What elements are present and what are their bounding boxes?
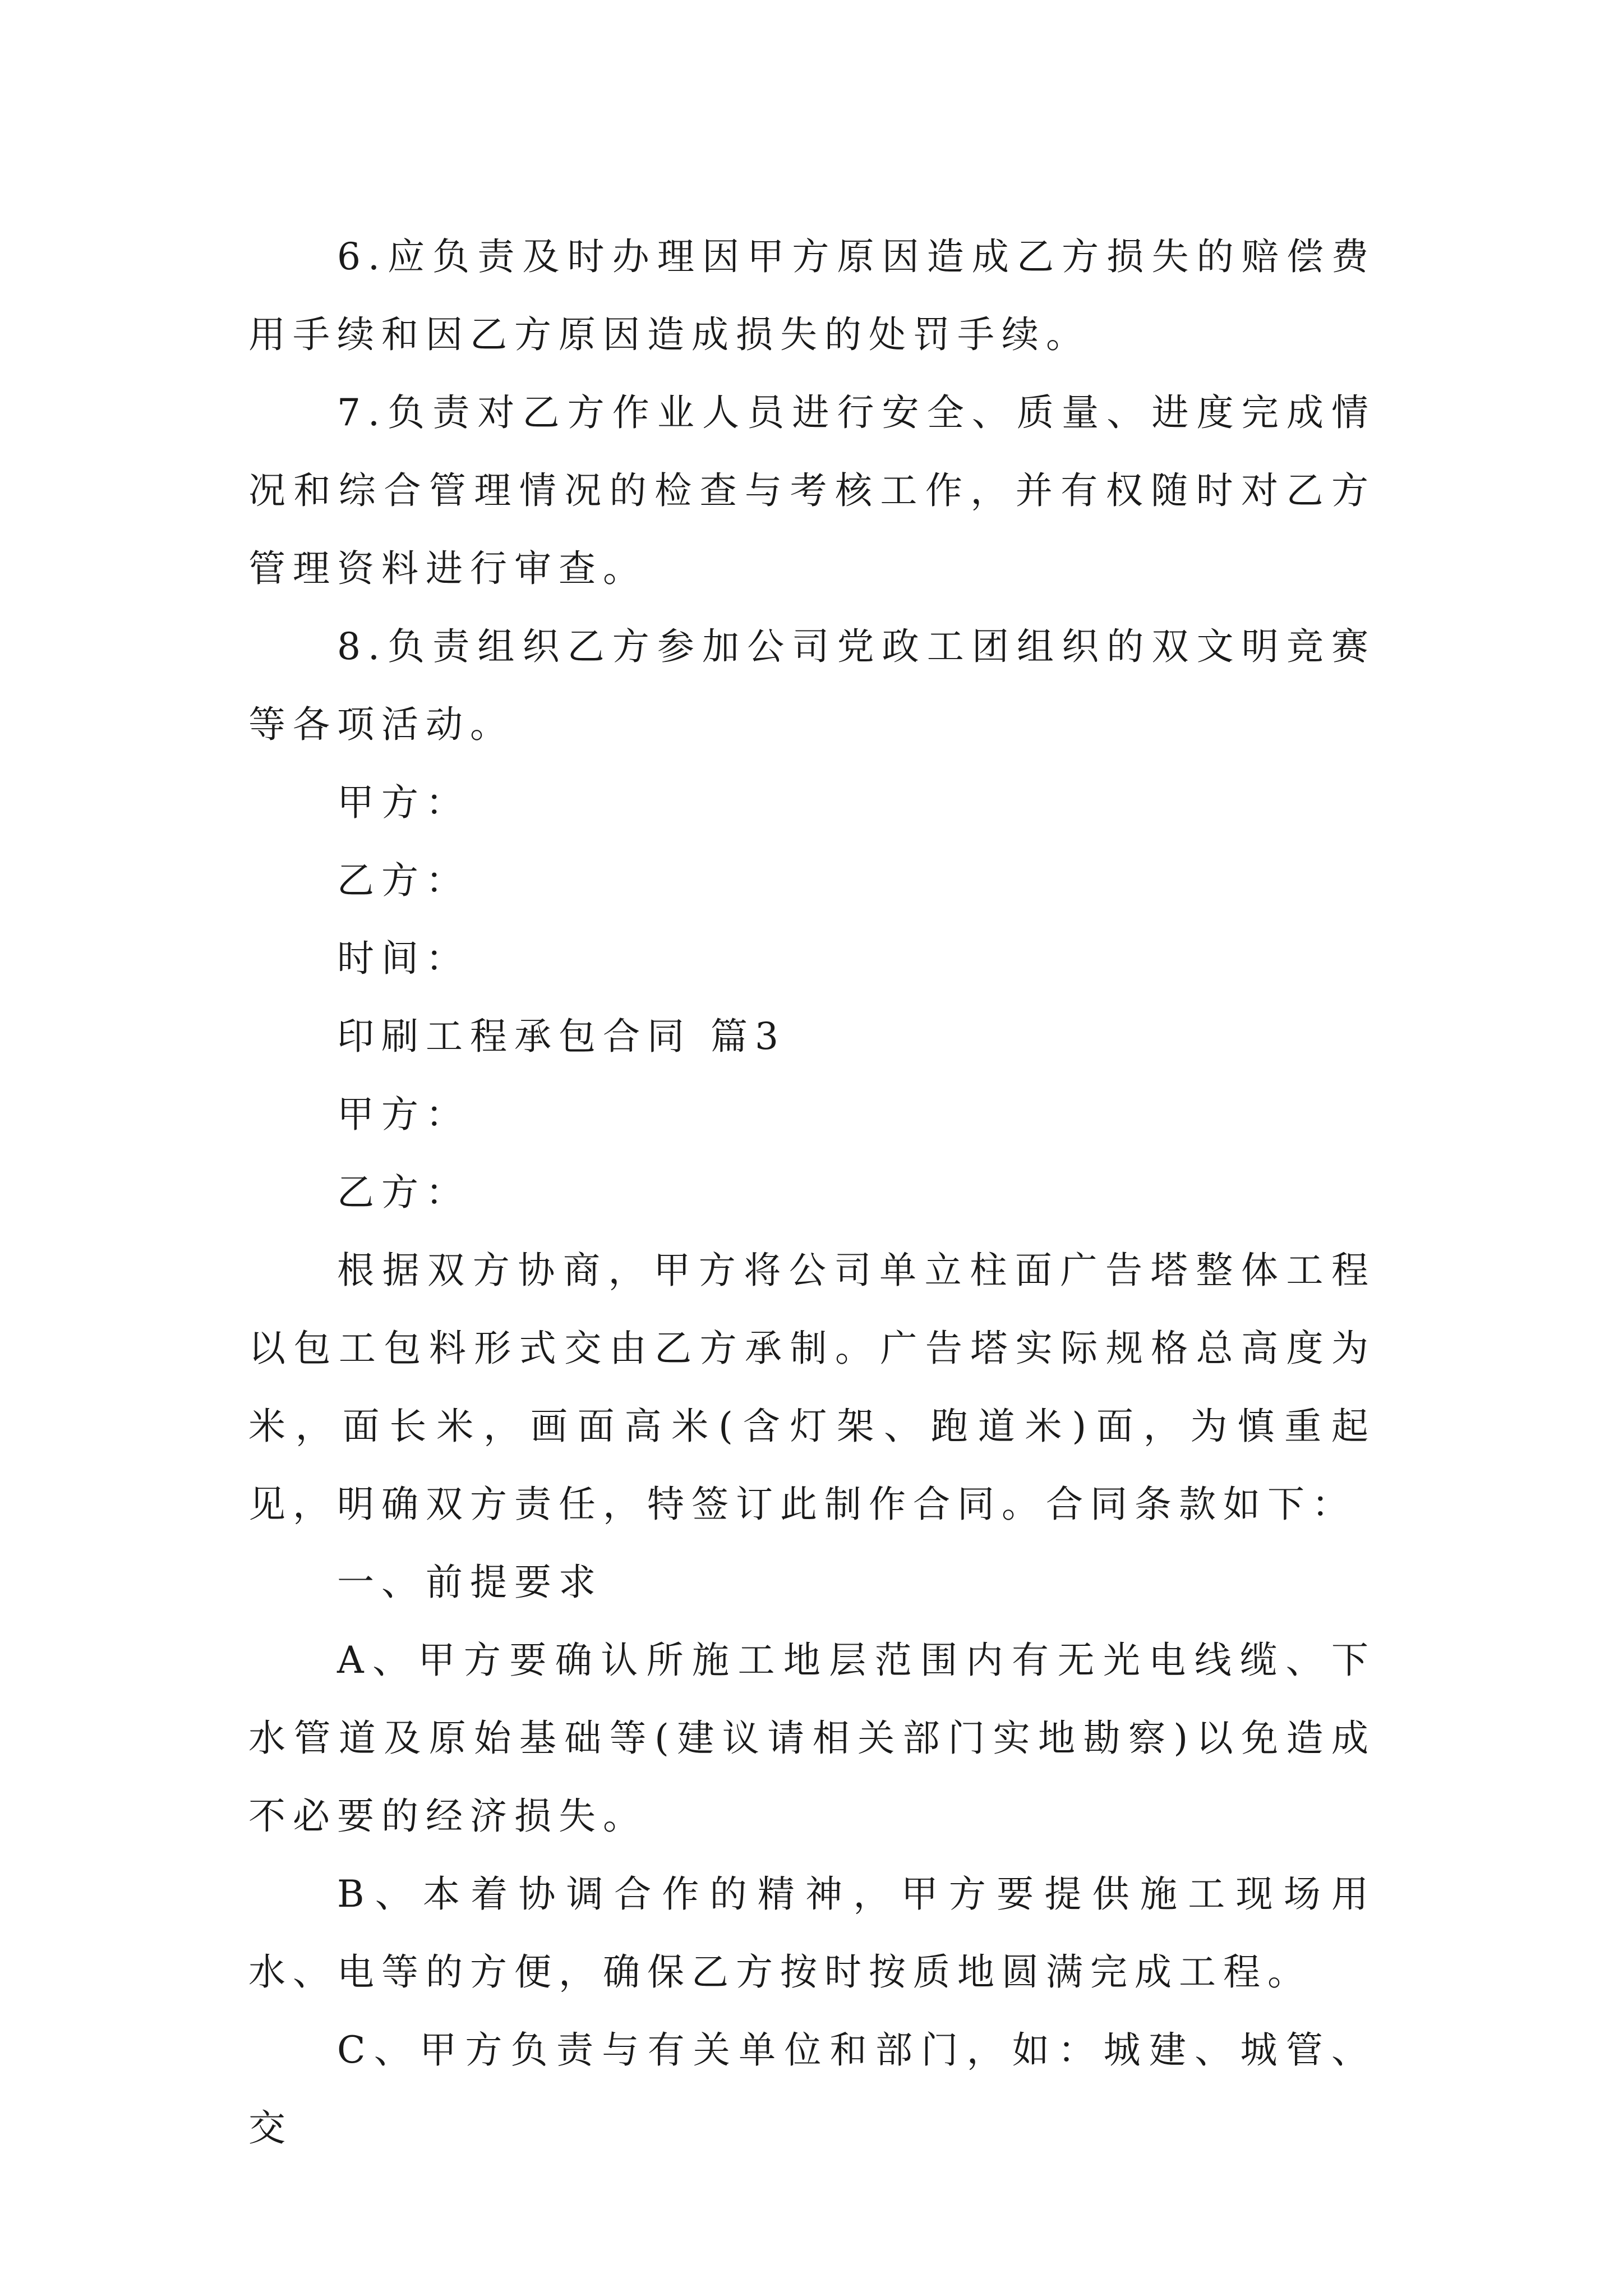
signature-party-a: 甲方：	[337, 781, 470, 824]
signature-date: 时间：	[337, 937, 470, 980]
paragraph-clause-7: 7.负责对乙方作业人员进行安全、质量、进度完成情况和综合管理情况的检查与考核工作，并有权随时对乙方管理资料进行审查。	[248, 391, 1376, 590]
paragraph-clause-8: 8.负责组织乙方参加公司党政工团组织的双文明竞赛等各项活动。	[248, 625, 1376, 746]
party-a-line: 甲方：	[337, 1093, 470, 1136]
paragraph-item-b: B、本着协调合作的精神，甲方要提供施工现场用水、电等的方便，确保乙方按时按质地圆满完成工程。	[248, 1872, 1376, 1994]
heading-prerequisites: 一、前提要求	[337, 1561, 603, 1604]
paragraph-clause-6: 6.应负责及时办理因甲方原因造成乙方损失的赔偿费用手续和因乙方原因造成损失的处罚手续。	[248, 235, 1376, 356]
signature-party-b: 乙方：	[337, 859, 470, 902]
section-title: 印刷工程承包合同 篇3	[337, 1015, 786, 1058]
paragraph-item-a: A、甲方要确认所施工地层范围内有无光电线缆、下水管道及原始基础等(建议请相关部门实地勘察)以免造成不必要的经济损失。	[248, 1639, 1376, 1838]
document-body	[248, 218, 1376, 2167]
paragraph-item-c: C、甲方负责与有关单位和部门，如：城建、城管、交	[248, 2028, 1376, 2150]
party-b-line: 乙方：	[337, 1171, 470, 1214]
paragraph-intro: 根据双方协商，甲方将公司单立柱面广告塔整体工程以包工包料形式交由乙方承制。广告塔实际规格总高度为米，面长米，画面高米(含灯架、跑道米)面，为慎重起见，明确双方责任，特签订此制作合同。合同条款如下：	[248, 1249, 1376, 1526]
